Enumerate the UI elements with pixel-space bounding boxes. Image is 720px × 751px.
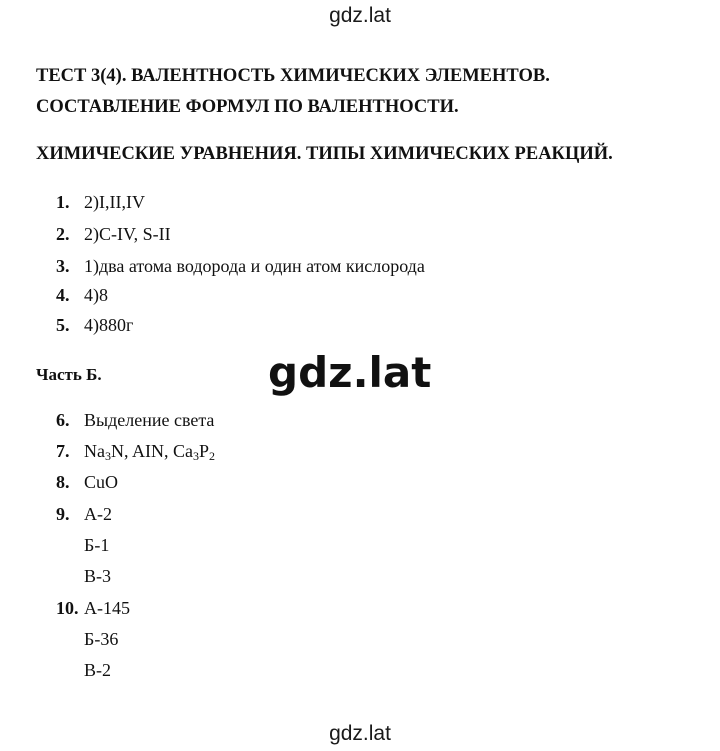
answer-number: 1. bbox=[56, 192, 70, 212]
answer-text: 2)I,II,IV bbox=[84, 192, 145, 212]
formula-text: $Na_3N$, AIN, $Ca_3P_2$ bbox=[84, 441, 216, 463]
answer-text: 4)880г bbox=[84, 315, 134, 335]
answer-8 bbox=[56, 472, 118, 493]
answer-9 bbox=[56, 504, 112, 525]
answer-1 bbox=[56, 192, 145, 213]
answer-text: 4)8 bbox=[84, 285, 108, 305]
answer-9-line-3: В-3 bbox=[84, 566, 111, 586]
answer-4 bbox=[56, 285, 108, 306]
watermark-bottom: gdz.lat bbox=[329, 722, 391, 745]
title-line-1: ТЕСТ 3(4). ВАЛЕНТНОСТЬ ХИМИЧЕСКИХ ЭЛЕМЕНТОВ. bbox=[36, 66, 550, 86]
answer-number: 8. bbox=[56, 472, 70, 492]
answer-7 bbox=[56, 441, 215, 462]
answer-6 bbox=[56, 410, 214, 431]
answer-number: 4. bbox=[56, 285, 70, 305]
answer-number: 7. bbox=[56, 441, 70, 461]
watermark-top: gdz.lat bbox=[329, 4, 391, 27]
answer-text: CuO bbox=[84, 472, 119, 492]
answer-number: 2. bbox=[56, 224, 70, 244]
answer-10-line-3: В-2 bbox=[84, 660, 111, 680]
answer-text: Выделение света bbox=[84, 410, 215, 430]
answer-5 bbox=[56, 315, 133, 336]
answer-9-line-2: Б-1 bbox=[84, 535, 110, 555]
answer-text: 1)два атома водорода и один атом кислорода bbox=[84, 256, 425, 276]
answer-number: 5. bbox=[56, 315, 70, 335]
answer-number: 3. bbox=[56, 256, 70, 276]
answer-10 bbox=[56, 598, 130, 619]
part-b-label: Часть Б. bbox=[36, 365, 102, 384]
answer-text: А-145 bbox=[84, 598, 130, 618]
answer-number: 10. bbox=[56, 598, 79, 618]
answer-10-line-2: Б-36 bbox=[84, 629, 119, 649]
answer-2 bbox=[56, 224, 171, 245]
answer-3 bbox=[56, 256, 425, 277]
title-line-2: СОСТАВЛЕНИЕ ФОРМУЛ ПО ВАЛЕНТНОСТИ. bbox=[36, 97, 459, 117]
answer-text: 2)C-IV, S-II bbox=[84, 224, 171, 244]
answer-number: 6. bbox=[56, 410, 70, 430]
answer-text: А-2 bbox=[84, 504, 112, 524]
answer-number: 9. bbox=[56, 504, 70, 524]
title-line-3: ХИМИЧЕСКИЕ УРАВНЕНИЯ. ТИПЫ ХИМИЧЕСКИХ РЕАКЦИЙ. bbox=[36, 144, 613, 164]
watermark-center: gdz.lat bbox=[268, 348, 432, 397]
